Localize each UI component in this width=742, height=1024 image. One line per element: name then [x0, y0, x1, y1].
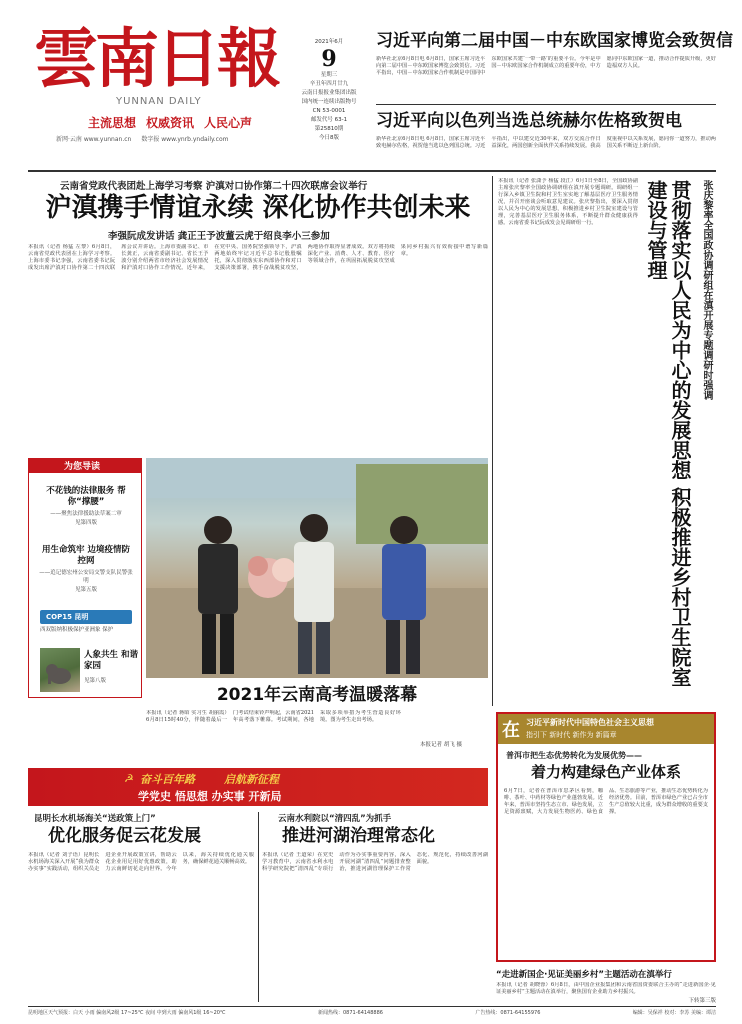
publisher: 云南日报报业集团出版 [301, 90, 357, 96]
sidebar-item-title[interactable]: 用生命筑牢 边境疫情防控网 [42, 545, 130, 566]
green-box-body: 6月7日，记者在普洱市思茅区看到，咖啡、茶叶、中药材等绿色产业蓬勃发展。近年来，普洱市坚持生态立市、绿色发展，立足资源禀赋，大力发展生物医药、绿色食品、生态旅游等产业，推动生态优势转化为经济优势。目前，普洱市绿色产业已占全市生产总值较大比重，成为群众增收的重要支撑。 [504, 788, 708, 815]
footer-rule [28, 1006, 716, 1007]
top-story-1[interactable] [376, 30, 733, 98]
column-divider [492, 176, 493, 706]
slogan-item: 主流思想 [88, 116, 137, 130]
top-story-2[interactable] [376, 110, 716, 168]
website-link[interactable]: 新网·云南 www.yunnan.cn [56, 136, 132, 143]
bottom-left-headline[interactable]: 优化服务促云花发展 [48, 826, 201, 846]
lunar-date: 辛丑年四月廿九 [309, 81, 349, 87]
main-story-body: 本报讯（记者 杨猛 左黎）6月8日，云南省党政代表团在上海学习考察。上海市委书记李强，云南省委书记阮成发出席沪滇对口协作第二十四次联席会议并讲话。上海市委副书记、市长龚正，云南省委副书记、省长王予波分别介绍两省市经济社会发展情况和沪滇对口协作工作情况。近年来，在党中央、国务院坚强领导下，沪滇两地始终牢记习近平总书记殷殷嘱托，深入贯彻落实东西部协作和对口支援决策部署，携手奋战脱贫攻坚，两地协作取得显著成效。双方将持续深化产业、消费、人才、教育、医疗等领域合作，在巩固拓展脱贫攻坚成果同乡村振兴有效衔接中谱写新篇章。 [28, 244, 488, 271]
date-day: 9 [321, 46, 337, 72]
main-story-subhead: 李强阮成发讲话 龚正王予波董云虎于绍良李小三参加 [108, 231, 330, 242]
footer-ads: 广告热线：0871-64155976 [475, 1010, 541, 1016]
sidebar-item-desc: ——聚焦法律援助法草案二审 [50, 511, 122, 517]
page-count: 今日8版 [319, 135, 339, 141]
sidebar-item-page: 见第八版 [84, 678, 107, 684]
side-feature-headline[interactable]: 贯彻落实以人民为中心的发展思想 积极推进乡村卫生院室建设与管理 [644, 180, 692, 687]
footer [28, 1009, 716, 1019]
green-box-banner [498, 714, 714, 744]
green-box-banner-sub: 指引下 新时代 新作为 新篇章 [526, 731, 617, 739]
logo-latin: YUNNAN DAILY [116, 96, 202, 107]
green-box-headline[interactable]: 着力构建绿色产业体系 [530, 763, 681, 781]
bottom-small-body: 本报讯（记者 胡晓蓉）6月8日，由中国企业报集团和云南省国资委联合主办的“走进新国企·见证美丽乡村”主题活动在滇举行，聚焦国有企业助力乡村振兴。 [496, 982, 716, 995]
divider [376, 104, 716, 105]
sidebar-item-elephant[interactable] [84, 650, 138, 684]
side-feature-body: 本报讯（记者 张潇予 杨猛 段江）6月1日至8日，全国政协副主席张庆黎率全国政协调研组在滇开展专题调研。调研组一行深入乡镇卫生院和村卫生室实地了解基层医疗卫生服务情况，并召开座谈会听取意见建议。张庆黎指出，要深入贯彻以人民为中心的发展思想，积极推进乡村卫生院室建设与管理，完善基层医疗卫生服务体系，不断提升群众健康获得感。云南省委书记阮成发会见调研组一行。 [498, 178, 638, 226]
date-block [292, 38, 366, 158]
footer-phone: 新闻热线：0871-64148886 [317, 1010, 383, 1016]
bottom-small-title[interactable]: “走进新国企·见证美丽乡村”主题活动在滇举行 [496, 970, 672, 980]
footer-weather: 昆明地区天气预报：白天 小雨 偏南风2级 17~25℃ 夜间 中到大雨 偏南风1级 16~20℃ [28, 1010, 226, 1016]
sidebar-item-page: 见第五版 [74, 587, 97, 593]
sidebar-title: 为您导读 [64, 462, 101, 472]
main-story[interactable] [28, 176, 488, 446]
bottom-left-body: 本报讯（记者 刘子语）昆明长水机场海关深入开展“我为群众办实事”实践活动，组织关员走进企业开展政策宣讲，帮助云花企业用足用好优惠政策，助力云南鲜切花走向世界。今年以来，海关持续优化通关服务，确保鲜花通关顺畅高效。 [28, 852, 254, 872]
bottom-right-headline[interactable]: 推进河湖治理常态化 [282, 826, 435, 846]
sidebar-item-page: 见第四版 [74, 520, 97, 526]
sidebar-item-desc: ——追记德宏州公安局交警支队民警张明 [39, 570, 133, 584]
cop15-badge [40, 610, 132, 624]
sidebar-item-title[interactable]: 人象共生 和谐家园 [84, 650, 138, 671]
top-story-2-headline[interactable]: 习近平向以色列当选总统赫尔佐格致贺电 [376, 111, 682, 131]
banner-phrase-1: 奋斗百年路 [140, 773, 195, 786]
gaokao-photo [146, 458, 488, 678]
weekday: 星期三 [320, 72, 338, 78]
main-story-kicker: 云南省党政代表团赴上海学习考察 沪滇对口协作第二十四次联席会议举行 [60, 181, 368, 192]
green-box-kicker: 普洱市把生态优势转化为发展优势—— [506, 751, 642, 760]
cop15-label: COP15 昆明 [46, 613, 89, 621]
top-story-1-headline[interactable]: 习近平向第二届中国－中东欧国家博览会致贺信 [376, 31, 733, 51]
domestic-code: 国内统一连续出版物号 [301, 99, 357, 105]
footer-editor: 编辑：吴保祥 校对：李苏 美编：谭洁 [632, 1010, 716, 1016]
bottom-right-body: 本报讯（记者 王道荣）在党史学习教育中，云南省水利水电科学研究院把“清四乱”专项行动作为办实事重要内容，深入开展河湖“清四乱”问题排查整治，推进河湖管理保护工作常态化、规范化，持续改善河湖面貌。 [262, 852, 488, 872]
party-banner [28, 768, 488, 806]
bottom-left-story[interactable] [28, 812, 254, 1002]
web-links [56, 134, 228, 143]
bottom-right-story[interactable] [262, 812, 488, 1002]
photo-scene [146, 458, 488, 678]
photo-story-headline[interactable]: 2021年云南高考温暖落幕 [216, 685, 418, 705]
postal-code: 邮发代号 63-1 [310, 117, 348, 123]
elephant-icon [40, 648, 80, 692]
cn-number: CN 53-0001 [312, 108, 346, 114]
masthead-rule [28, 170, 716, 172]
main-story-headline[interactable]: 沪滇携手情谊永续 深化协作共创未来 [45, 193, 471, 223]
bottom-left-kicker: 昆明长水机场海关“送政策上门” [34, 814, 156, 824]
sidebar-title-bar [28, 458, 142, 472]
photo-story-body: 本报讯（记者 蒋昭 实习生 胡丽霞）6月8日15时40分，伴随着最后一门考试结束铃声响起，云南省2021年高考落下帷幕。考试期间，各地采取多项举措为考生营造良好环境。图为考生走出考场。 [146, 710, 401, 723]
party-emblem-icon: ☭ [124, 772, 134, 785]
banner-phrase-2: 启航新征程 [224, 773, 279, 786]
green-box-banner-title: 习近平新时代中国特色社会主义思想 [526, 718, 654, 727]
top-story-2-body: 新华社北京6月8日电 6月8日，国家主席习近平致电赫尔佐格，祝贺他当选以色列国总统。习近平指出，中以建交近30年来，双方交流合作日益深化，两国创新全面伙伴关系持续发展。我高度重视中以关系发展，愿同你一道努力，推动两国关系不断迈上新台阶。 [376, 136, 716, 149]
sidebar-item-border[interactable] [38, 545, 134, 593]
photo-credit: 本报记者 胡飞 摄 [420, 742, 462, 748]
side-feature-kicker: 张庆黎率全国政协调研组在滇开展专题调研时强调 [701, 180, 712, 400]
bottom-small-story[interactable] [496, 968, 716, 1004]
top-story-1-body: 新华社北京6月8日电 6月8日，国家主席习近平向第二届中国－中东欧国家博览会致贺信。习近平指出，中国－中东欧国家合作机制是中国同中东欧国家共建‘一带一路’的重要平台。今年是中国－中东欧国家合作机制成立的重要年份，中方愿同中东欧国家一道，推动合作提质升级，更好造福双方人民。 [376, 56, 716, 76]
slogan [88, 114, 252, 131]
slogan-item: 人民心声 [204, 116, 253, 130]
bottom-small-more[interactable]: 下转第三版 [688, 998, 716, 1004]
column-divider [258, 812, 259, 1002]
bottom-right-kicker: 云南水利院以“清四乱”为抓手 [278, 814, 392, 824]
slogan-item: 权威资讯 [146, 116, 195, 130]
sidebar-rule [28, 472, 142, 473]
banner-glyph: 在 [502, 720, 520, 741]
green-box[interactable] [496, 712, 716, 962]
elephant-thumb [40, 648, 80, 692]
digital-link[interactable]: 数字报 www.ynrb.yndaily.com [141, 136, 229, 143]
issue-number: 第25810期 [314, 126, 344, 132]
logo[interactable]: 雲南日報 [34, 22, 278, 97]
banner-slogans: 学党史 悟思想 办实事 开新局 [138, 790, 282, 803]
cop15-text: 西双版纳积极保护亚洲象 保护 [40, 627, 114, 633]
sidebar-item-legal[interactable] [38, 486, 134, 526]
date-year-month: 2021年6月 [314, 39, 344, 45]
sidebar-item-title[interactable]: 不花钱的法律服务 帮你“撑腰” [46, 486, 126, 507]
